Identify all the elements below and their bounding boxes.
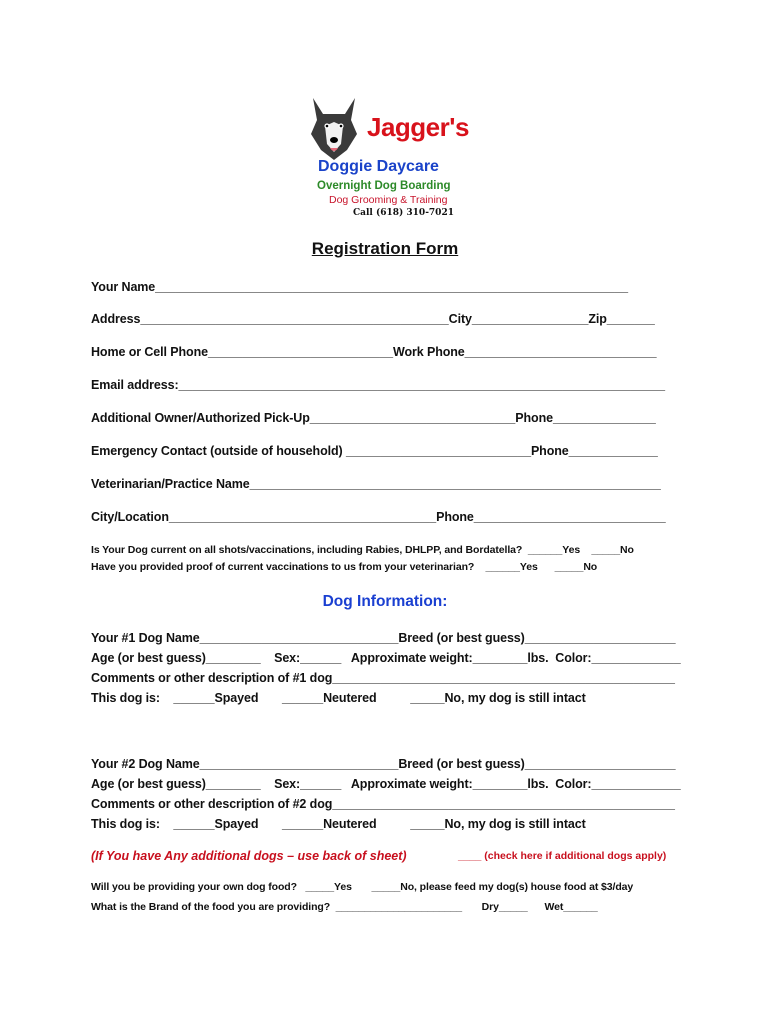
phone-field[interactable]: Home or Cell Phone___________________________Work Phone____________________________ [91,345,657,359]
brand-line-boarding: Overnight Dog Boarding [317,180,451,192]
dog2-age-sex-weight-field[interactable]: Age (or best guess)________ Sex:______ Approximate weight:________lbs. Color:_____________ [91,777,681,791]
dog-head-icon [307,96,361,162]
emergency-contact-field[interactable]: Emergency Contact (outside of household) ___________________________Phone_____________ [91,444,658,458]
dog2-status-options[interactable]: This dog is: ______Spayed ______Neutered _____No, my dog is still intact [91,817,586,831]
veterinarian-field[interactable]: Veterinarian/Practice Name____________________________________________________________ [91,477,661,491]
vaccination-current-question[interactable]: Is Your Dog current on all shots/vaccinations, including Rabies, DHLPP, and Bordatella? ______Yes _____No [91,544,634,556]
dog-food-question[interactable]: Will you be providing your own dog food? _____Yes _____No, please feed my dog(s) house food at $3/day [91,881,634,893]
brand-line-grooming: Dog Grooming & Training [329,194,448,206]
additional-owner-field[interactable]: Additional Owner/Authorized Pick-Up______________________________Phone_______________ [91,411,656,425]
dog1-status-options[interactable]: This dog is: ______Spayed ______Neutered _____No, my dog is still intact [91,691,586,705]
food-brand-question[interactable]: What is the Brand of the food you are providing? ______________________ Dry_____ Wet______ [91,901,598,913]
dog2-name-breed-field[interactable]: Your #2 Dog Name_____________________________Breed (or best guess)______________________ [91,757,676,771]
brand-name: Jagger's [367,112,469,142]
additional-dogs-note: (If You have Any additional dogs – use back of sheet) [91,849,407,863]
dog1-comments-field[interactable]: Comments or other description of #1 dog__________________________________________________ [91,671,675,685]
company-logo [305,94,475,224]
your-name-field[interactable]: Your Name_____________________________________________________________________ [91,280,628,294]
additional-dogs-checkbox[interactable]: ____ (check here if additional dogs apply) [458,850,667,862]
brand-line-daycare: Doggie Daycare [318,158,439,175]
address-field[interactable]: Address_____________________________________________City_________________Zip_______ [91,312,655,326]
form-title: Registration Form [311,239,459,258]
dog1-name-breed-field[interactable]: Your #1 Dog Name_____________________________Breed (or best guess)______________________ [91,631,676,645]
dog2-comments-field[interactable]: Comments or other description of #2 dog__________________________________________________ [91,797,675,811]
vaccination-proof-question[interactable]: Have you provided proof of current vaccinations to us from your veterinarian? ______Yes _____No [91,561,598,573]
dog1-age-sex-weight-field[interactable]: Age (or best guess)________ Sex:______ Approximate weight:________lbs. Color:_____________ [91,651,681,665]
brand-phone: Call (618) 310-7021 [353,208,454,218]
dog-information-heading: Dog Information: [322,593,448,610]
email-field[interactable]: Email address:_______________________________________________________________________ [91,378,666,392]
vet-city-field[interactable]: City/Location_______________________________________Phone____________________________ [91,510,666,524]
